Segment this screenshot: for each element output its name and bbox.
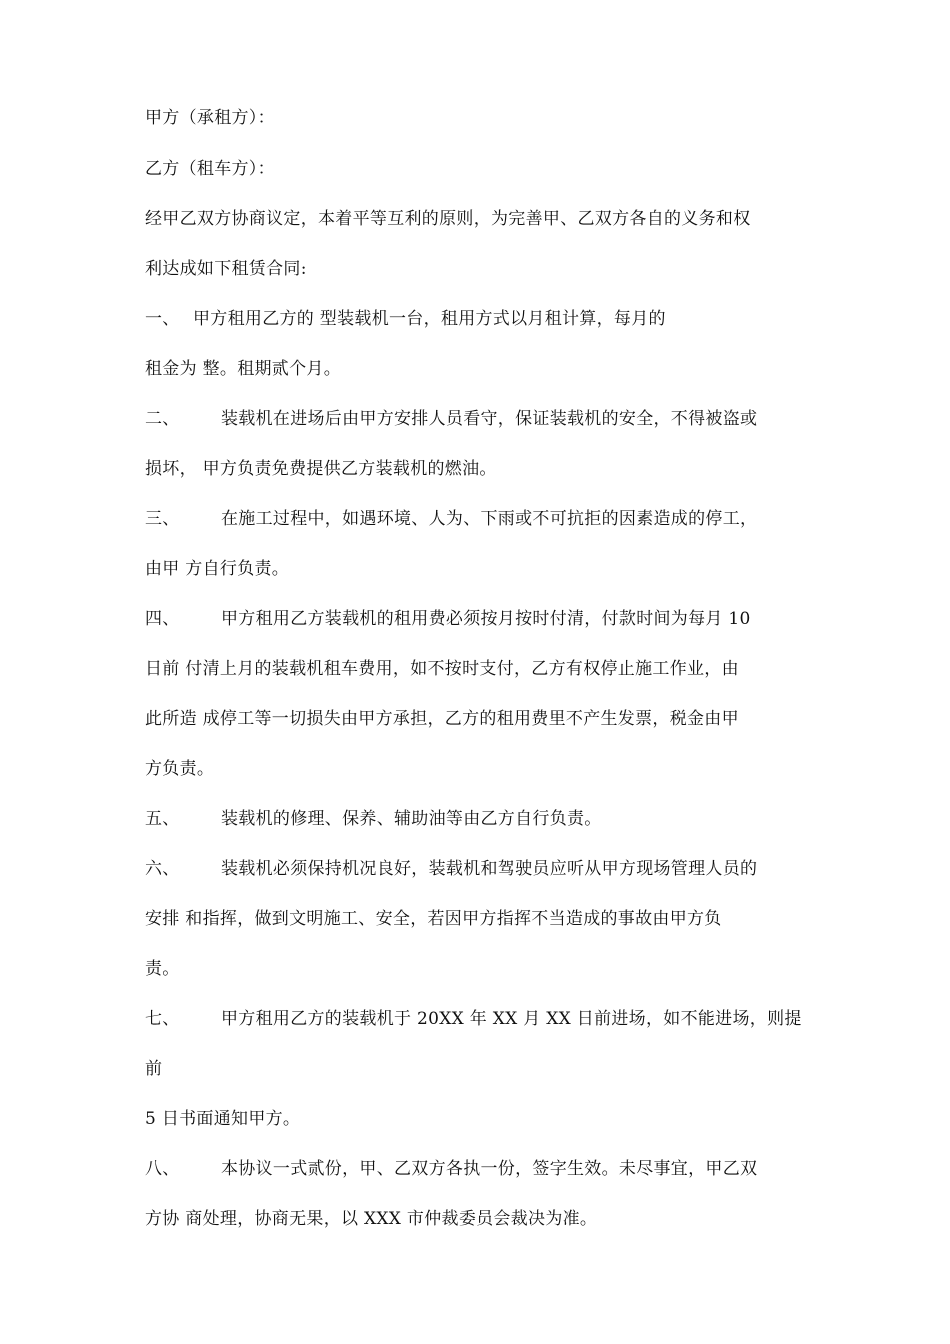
clause-2-line-2: 损坏， 甲方负责免费提供乙方装载机的燃油。 [145, 459, 497, 479]
clause-3-line-2: 由甲 方自行负责。 [145, 559, 290, 579]
clause-1-number: 一、 [145, 309, 180, 329]
clause-3-text: 在施工过程中，如遇环境、人为、下雨或不可抗拒的因素造成的停工， [221, 509, 758, 529]
clause-1-text: 甲方租用乙方的 型装载机一台，租用方式以月租计算，每月的 [193, 309, 666, 329]
clause-8-line-1 [145, 1157, 757, 1181]
intro-line-1: 经甲乙双方协商议定，本着平等互利的原则，为完善甲、乙双方各自的义务和权 [145, 209, 751, 229]
clause-3-line-1 [145, 507, 757, 531]
clause-5-text: 装载机的修理、保养、辅助油等由乙方自行负责。 [221, 809, 602, 829]
clause-1-line-1 [145, 307, 666, 331]
clause-6-line-2: 安排 和指挥，做到文明施工、安全，若因甲方指挥不当造成的事故由甲方负 [145, 909, 722, 929]
clause-7-line-1 [145, 1007, 802, 1031]
party-a-line: 甲方（承租方）： [145, 108, 275, 128]
clause-4-text: 甲方租用乙方装载机的租用费必须按月按时付清，付款时间为每月 10 [221, 609, 751, 629]
clause-1-line-2: 租金为 整。租期贰个月。 [145, 359, 342, 379]
clause-4-line-3: 此所造 成停工等一切损失由甲方承担，乙方的租用费里不产生发票，税金由甲 [145, 709, 739, 729]
clause-6-text: 装载机必须保持机况良好，装载机和驾驶员应听从甲方现场管理人员的 [221, 859, 758, 879]
intro-line-2: 利达成如下租赁合同: [145, 259, 307, 279]
clause-5-number: 五、 [145, 809, 180, 829]
clause-8-line-2: 方协 商处理，协商无果，以 XXX 市仲裁委员会裁决为准。 [145, 1209, 598, 1229]
clause-6-line-1 [145, 857, 757, 881]
clause-6-line-3: 责。 [145, 959, 180, 979]
clause-7-number: 七、 [145, 1009, 180, 1029]
clause-6-number: 六、 [145, 859, 180, 879]
party-b-line: 乙方（租车方）： [145, 159, 275, 179]
clause-3-number: 三、 [145, 509, 180, 529]
clause-2-text: 装载机在进场后由甲方安排人员看守，保证装载机的安全，不得被盗或 [221, 409, 758, 429]
clause-4-line-4: 方负责。 [145, 759, 215, 779]
clause-8-text: 本协议一式贰份，甲、乙双方各执一份，签字生效。未尽事宜，甲乙双 [221, 1159, 758, 1179]
clause-4-line-1 [145, 607, 751, 631]
clause-2-line-1 [145, 407, 757, 431]
clause-7-text: 甲方租用乙方的装载机于 20XX 年 XX 月 XX 日前进场，如不能进场，则提 [221, 1009, 802, 1029]
clause-7-line-2: 前 [145, 1059, 163, 1079]
clause-5-line-1 [145, 807, 602, 831]
clause-8-number: 八、 [145, 1159, 180, 1179]
clause-7-line-3: 5 日书面通知甲方。 [145, 1109, 301, 1129]
clause-4-number: 四、 [145, 609, 180, 629]
clause-4-line-2: 日前 付清上月的装载机租车费用，如不按时支付，乙方有权停止施工作业，由 [145, 659, 739, 679]
clause-2-number: 二、 [145, 409, 180, 429]
